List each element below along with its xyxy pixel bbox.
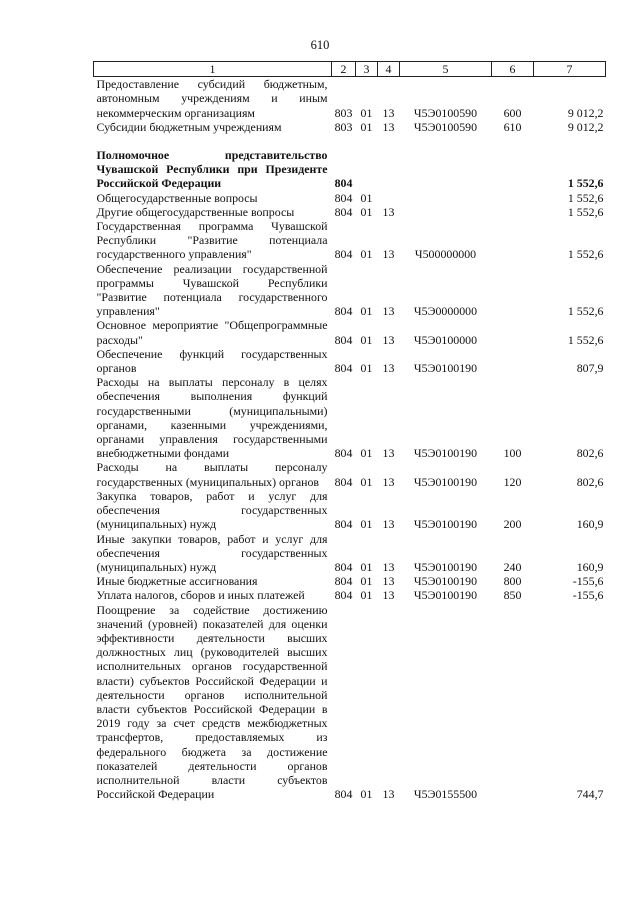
cell-c2: 804 (334, 559, 353, 574)
cell-c2: 804 (334, 787, 353, 802)
cell-c7: 807,9 (576, 361, 604, 376)
cell-c3: 01 (360, 361, 373, 376)
cell-c3 (356, 148, 378, 191)
header-col-4: 4 (378, 62, 400, 77)
cell-c6: 610 (503, 119, 522, 134)
cell-c7: 1 552,6 (567, 332, 604, 347)
cell-c5 (400, 191, 492, 205)
cell-c2: 804 (334, 588, 353, 603)
header-row (94, 62, 606, 77)
table-row (94, 375, 606, 460)
cell-c3: 01 (360, 474, 373, 489)
row-label: Обеспечение реализации государственной программы Чувашской Республики "Развитие потенциала государственного управления" (96, 261, 328, 319)
cell-c7: -155,6 (572, 588, 604, 603)
cell-c6 (492, 148, 534, 191)
cell-c7: 802,6 (576, 474, 604, 489)
cell-c5: Ч5Э0100190 (413, 559, 478, 574)
row-label: Иные бюджетные ассигнования (96, 574, 258, 589)
row-label: Обеспечение функций государственных органов (96, 346, 328, 376)
cell-c4: 13 (382, 332, 395, 347)
table-row (94, 603, 606, 802)
cell-c4: 13 (382, 361, 395, 376)
cell-c7: 9 012,2 (567, 105, 604, 120)
cell-c4: 13 (382, 304, 395, 319)
cell-c3: 01 (360, 332, 373, 347)
row-label: Расходы на выплаты персоналу государственных (муниципальных) органов (96, 460, 328, 489)
cell-c3: 01 (360, 446, 373, 461)
table-row (94, 120, 606, 134)
row-label: Предоставление субсидий бюджетным, автономным учреждениям и иным некоммерческим организациям (96, 77, 328, 120)
cell-c7: 1 552,6 (567, 190, 604, 205)
cell-c5: Ч5Э0100190 (413, 474, 478, 489)
cell-c6 (492, 219, 534, 262)
cell-c3: 01 (360, 787, 373, 802)
cell-c3: 01 (360, 304, 373, 319)
cell-c6: 240 (503, 559, 522, 574)
cell-c6 (492, 262, 534, 319)
cell-c3: 01 (360, 588, 373, 603)
cell-c3: 01 (360, 517, 373, 532)
cell-c6 (492, 191, 534, 205)
cell-c5: Ч5Э0000000 (413, 304, 478, 319)
cell-c3: 01 (360, 119, 373, 134)
header-col-1: 1 (94, 62, 332, 77)
header-col-7: 7 (534, 62, 606, 77)
cell-c7: 9 012,2 (567, 119, 604, 134)
cell-c7: -155,6 (572, 574, 604, 589)
cell-c6: 800 (503, 574, 522, 589)
cell-c2: 804 (334, 190, 353, 205)
cell-c7: 802,6 (576, 446, 604, 461)
cell-c6 (492, 318, 534, 346)
cell-c4: 13 (382, 588, 395, 603)
table-row (94, 262, 606, 319)
header-col-2: 2 (332, 62, 356, 77)
cell-c5: Ч5Э0100190 (413, 517, 478, 532)
row-label: Поощрение за содействие достижению значений (уровней) показателей для оценки эффективности деятельности высших должностных лиц (руководителей высших исполнительных органов государственной власти) субъектов Российской Федерации и деятельности органов исполнительной власти субъектов Российской Федерации в 2019 году за счет средств межбюджетных трансфертов, предоставляемых из федерального бюджета за достижение показателей деятельности органов исполнительной власти субъектов Российской Федерации (96, 602, 328, 802)
header-col-6: 6 (492, 62, 534, 77)
cell-c4 (378, 191, 400, 205)
row-label: Основное мероприятие "Общепрограммные расходы" (96, 318, 328, 347)
cell-c5: Ч5Э0100190 (413, 446, 478, 461)
cell-c3: 01 (360, 247, 373, 262)
table-row (94, 134, 606, 148)
cell-c6: 120 (503, 474, 522, 489)
table-row (94, 588, 606, 602)
cell-c4: 13 (382, 517, 395, 532)
table-row (94, 574, 606, 588)
cell-c2: 804 (334, 247, 353, 262)
cell-c2: 804 (334, 574, 353, 589)
cell-c5 (400, 205, 492, 219)
cell-c5: Ч5Э0100000 (413, 332, 478, 347)
cell-c6 (492, 603, 534, 802)
cell-c2: 804 (334, 304, 353, 319)
cell-c7: 1 552,6 (567, 247, 604, 262)
cell-c6: 200 (503, 517, 522, 532)
cell-c4: 13 (382, 105, 395, 120)
table-row (94, 532, 606, 575)
cell-c7: 160,9 (576, 559, 604, 574)
cell-c4: 13 (382, 574, 395, 589)
table-body (94, 77, 606, 802)
cell-c6: 850 (503, 588, 522, 603)
cell-c5: Ч5Э0100590 (413, 119, 478, 134)
cell-c5 (400, 148, 492, 191)
row-label: Полномочное представительство Чувашской Республики при Президенте Российской Федерации (96, 148, 328, 191)
cell-c3: 01 (360, 204, 373, 219)
row-label: Уплата налогов, сборов и иных платежей (96, 588, 305, 603)
page-number: 610 (310, 38, 330, 52)
cell-c4: 13 (382, 204, 395, 219)
header-col-5: 5 (400, 62, 492, 77)
cell-c5: Ч5Э0100190 (413, 574, 478, 589)
row-label: Общегосударственные вопросы (96, 190, 258, 205)
table-row (94, 347, 606, 375)
cell-c6 (492, 347, 534, 375)
table-row (94, 148, 606, 191)
table-row (94, 205, 606, 219)
row-label: Другие общегосударственные вопросы (96, 204, 295, 219)
cell-c4: 13 (382, 559, 395, 574)
cell-c2: 804 (334, 474, 353, 489)
cell-c4 (378, 148, 400, 191)
spacer-cell (94, 134, 606, 148)
cell-c2: 804 (334, 176, 353, 191)
row-label: Субсидии бюджетным учреждениям (96, 119, 282, 134)
cell-c7: 1 552,6 (567, 204, 604, 219)
table-row (94, 460, 606, 488)
cell-c2: 803 (334, 105, 353, 120)
row-label: Иные закупки товаров, работ и услуг для обеспечения государственных (муниципальных) нужд (96, 531, 328, 574)
cell-c5: Ч5Э0100190 (413, 588, 478, 603)
budget-table (93, 61, 606, 801)
cell-c7: 1 552,6 (567, 304, 604, 319)
cell-c5: Ч500000000 (414, 247, 477, 262)
cell-c7: 1 552,6 (567, 176, 604, 191)
cell-c4: 13 (382, 119, 395, 134)
cell-c3: 01 (360, 559, 373, 574)
table-row (94, 489, 606, 532)
cell-c2: 803 (334, 119, 353, 134)
cell-c6: 100 (503, 446, 522, 461)
cell-c7: 160,9 (576, 517, 604, 532)
cell-c5: Ч5Э0155500 (413, 787, 478, 802)
cell-c3: 01 (360, 574, 373, 589)
cell-c7: 744,7 (576, 787, 604, 802)
cell-c2: 804 (334, 517, 353, 532)
cell-c5: Ч5Э0100590 (413, 105, 478, 120)
cell-c2: 804 (334, 332, 353, 347)
cell-c6: 600 (503, 105, 522, 120)
cell-c2: 804 (334, 361, 353, 376)
row-label: Государственная программа Чувашской Республики "Развитие потенциала государственного управления" (96, 219, 328, 262)
cell-c4: 13 (382, 247, 395, 262)
cell-c4: 13 (382, 446, 395, 461)
cell-c6 (492, 205, 534, 219)
cell-c3: 01 (360, 105, 373, 120)
row-label: Расходы на выплаты персоналу в целях обеспечения выполнения функций государственными (муниципальными) органами, казенными учреждениями, органами управления государственными внебюджетными фондами (96, 375, 328, 461)
cell-c4: 13 (382, 787, 395, 802)
cell-c2: 804 (334, 446, 353, 461)
row-label: Закупка товаров, работ и услуг для обеспечения государственных (муниципальных) нужд (96, 488, 328, 532)
table-row (94, 191, 606, 205)
table-row (94, 219, 606, 262)
table-row (94, 77, 606, 120)
cell-c2: 804 (334, 204, 353, 219)
cell-c4: 13 (382, 474, 395, 489)
header-col-3: 3 (356, 62, 378, 77)
table-row (94, 318, 606, 346)
cell-c3: 01 (360, 190, 373, 205)
cell-c5: Ч5Э0100190 (413, 361, 478, 376)
